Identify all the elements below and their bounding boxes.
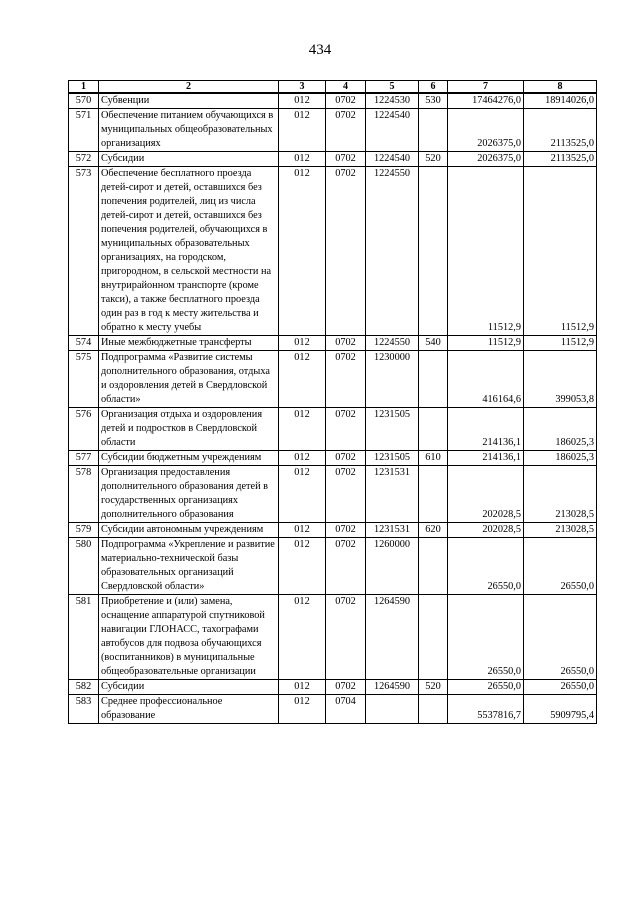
table-row — [69, 109, 597, 152]
amount-year-2: 2113525,0 — [524, 109, 597, 152]
row-name: Приобретение и (или) замена, оснащение аппаратурой спутниковой навигации ГЛОНАСС, тахографами автобусов для подвоза обучающихся (воспитанников) в муниципальные общеобразовательные организации — [99, 595, 279, 680]
header-cell: 2 — [99, 81, 279, 94]
amount-year-2: 399053,8 — [524, 351, 597, 408]
expense-type-code: 610 — [419, 451, 448, 466]
row-name: Субсидии — [99, 152, 279, 167]
header-cell: 5 — [366, 81, 419, 94]
amount-year-1: 26550,0 — [448, 680, 524, 695]
amount-year-2: 213028,5 — [524, 466, 597, 523]
expense-type-code: 520 — [419, 152, 448, 167]
expense-type-code — [419, 466, 448, 523]
table-row — [69, 408, 597, 451]
row-number: 575 — [69, 351, 99, 408]
amount-year-1: 11512,9 — [448, 167, 524, 336]
ministry-code: 012 — [279, 680, 326, 695]
table-row — [69, 523, 597, 538]
row-name: Обеспечение бесплатного проезда детей-сирот и детей, оставшихся без попечения родителей, лиц из числа детей-сирот и детей, оставшихся без попечения родителей, обучающихся в муниципальных образовательных организациях, на городском, пригородном, в сельской местности на внутрирайонном транспорте (кроме такси), а также бесплатного проезда один раз в год к месту жительства и обратно к месту учебы — [99, 167, 279, 336]
section-code: 0702 — [326, 351, 366, 408]
row-name: Подпрограмма «Укрепление и развитие материально-технической базы образовательных организаций Свердловской области» — [99, 538, 279, 595]
amount-year-1: 202028,5 — [448, 466, 524, 523]
row-name: Обеспечение питанием обучающихся в муниципальных общеобразовательных организациях — [99, 109, 279, 152]
ministry-code: 012 — [279, 351, 326, 408]
ministry-code: 012 — [279, 538, 326, 595]
amount-year-1: 26550,0 — [448, 595, 524, 680]
amount-year-2: 11512,9 — [524, 336, 597, 351]
row-name: Организация предоставления дополнительного образования детей в государственных организациях дополнительного образования — [99, 466, 279, 523]
amount-year-1: 2026375,0 — [448, 109, 524, 152]
row-number: 583 — [69, 695, 99, 724]
row-number: 576 — [69, 408, 99, 451]
target-code — [366, 695, 419, 724]
section-code: 0702 — [326, 336, 366, 351]
target-code: 1231505 — [366, 408, 419, 451]
target-code: 1224550 — [366, 336, 419, 351]
target-code: 1231531 — [366, 466, 419, 523]
target-code: 1224540 — [366, 152, 419, 167]
section-code: 0702 — [326, 93, 366, 109]
row-name: Субвенции — [99, 93, 279, 109]
row-number: 577 — [69, 451, 99, 466]
target-code: 1224540 — [366, 109, 419, 152]
section-code: 0702 — [326, 523, 366, 538]
amount-year-2: 2113525,0 — [524, 152, 597, 167]
target-code: 1230000 — [366, 351, 419, 408]
amount-year-2: 11512,9 — [524, 167, 597, 336]
table-row — [69, 93, 597, 109]
expense-type-code — [419, 538, 448, 595]
budget-table — [68, 80, 597, 724]
row-number: 580 — [69, 538, 99, 595]
ministry-code: 012 — [279, 451, 326, 466]
section-code: 0702 — [326, 595, 366, 680]
section-code: 0702 — [326, 408, 366, 451]
amount-year-2: 186025,3 — [524, 451, 597, 466]
table-row — [69, 695, 597, 724]
row-number: 571 — [69, 109, 99, 152]
expense-type-code: 530 — [419, 93, 448, 109]
table-row — [69, 595, 597, 680]
amount-year-2: 5909795,4 — [524, 695, 597, 724]
ministry-code: 012 — [279, 167, 326, 336]
expense-type-code: 520 — [419, 680, 448, 695]
ministry-code: 012 — [279, 523, 326, 538]
row-number: 570 — [69, 93, 99, 109]
section-code: 0702 — [326, 451, 366, 466]
ministry-code: 012 — [279, 595, 326, 680]
row-number: 573 — [69, 167, 99, 336]
target-code: 1264590 — [366, 680, 419, 695]
target-code: 1231531 — [366, 523, 419, 538]
amount-year-1: 416164,6 — [448, 351, 524, 408]
table-row — [69, 351, 597, 408]
ministry-code: 012 — [279, 408, 326, 451]
target-code: 1264590 — [366, 595, 419, 680]
ministry-code: 012 — [279, 336, 326, 351]
ministry-code: 012 — [279, 93, 326, 109]
section-code: 0702 — [326, 466, 366, 523]
ministry-code: 012 — [279, 109, 326, 152]
expense-type-code: 620 — [419, 523, 448, 538]
section-code: 0704 — [326, 695, 366, 724]
header-cell: 8 — [524, 81, 597, 94]
row-number: 572 — [69, 152, 99, 167]
ministry-code: 012 — [279, 695, 326, 724]
table-header-row — [69, 81, 597, 94]
header-cell: 7 — [448, 81, 524, 94]
header-cell: 3 — [279, 81, 326, 94]
row-name: Подпрограмма «Развитие системы дополнительного образования, отдыха и оздоровления детей в Свердловской области» — [99, 351, 279, 408]
row-name: Организация отдыха и оздоровления детей и подростков в Свердловской области — [99, 408, 279, 451]
row-number: 578 — [69, 466, 99, 523]
row-name: Среднее профессиональное образование — [99, 695, 279, 724]
header-cell: 4 — [326, 81, 366, 94]
expense-type-code — [419, 351, 448, 408]
header-cell: 1 — [69, 81, 99, 94]
table-row — [69, 336, 597, 351]
amount-year-1: 2026375,0 — [448, 152, 524, 167]
row-number: 579 — [69, 523, 99, 538]
amount-year-2: 213028,5 — [524, 523, 597, 538]
amount-year-2: 26550,0 — [524, 538, 597, 595]
section-code: 0702 — [326, 680, 366, 695]
header-cell: 6 — [419, 81, 448, 94]
row-name: Субсидии автономным учреждениям — [99, 523, 279, 538]
row-number: 582 — [69, 680, 99, 695]
amount-year-2: 18914026,0 — [524, 93, 597, 109]
target-code: 1224530 — [366, 93, 419, 109]
amount-year-2: 186025,3 — [524, 408, 597, 451]
expense-type-code — [419, 109, 448, 152]
table-row — [69, 538, 597, 595]
table-row — [69, 451, 597, 466]
target-code: 1231505 — [366, 451, 419, 466]
row-number: 581 — [69, 595, 99, 680]
row-number: 574 — [69, 336, 99, 351]
section-code: 0702 — [326, 538, 366, 595]
amount-year-1: 26550,0 — [448, 538, 524, 595]
amount-year-1: 5537816,7 — [448, 695, 524, 724]
amount-year-1: 17464276,0 — [448, 93, 524, 109]
amount-year-1: 202028,5 — [448, 523, 524, 538]
table-row — [69, 152, 597, 167]
section-code: 0702 — [326, 109, 366, 152]
ministry-code: 012 — [279, 466, 326, 523]
ministry-code: 012 — [279, 152, 326, 167]
target-code: 1224550 — [366, 167, 419, 336]
expense-type-code — [419, 167, 448, 336]
amount-year-1: 11512,9 — [448, 336, 524, 351]
amount-year-2: 26550,0 — [524, 680, 597, 695]
table-row — [69, 167, 597, 336]
expense-type-code — [419, 595, 448, 680]
row-name: Иные межбюджетные трансферты — [99, 336, 279, 351]
amount-year-1: 214136,1 — [448, 451, 524, 466]
page-number: 434 — [308, 42, 332, 58]
target-code: 1260000 — [366, 538, 419, 595]
amount-year-1: 214136,1 — [448, 408, 524, 451]
section-code: 0702 — [326, 152, 366, 167]
expense-type-code — [419, 695, 448, 724]
expense-type-code: 540 — [419, 336, 448, 351]
expense-type-code — [419, 408, 448, 451]
row-name: Субсидии бюджетным учреждениям — [99, 451, 279, 466]
table-row — [69, 680, 597, 695]
table-row — [69, 466, 597, 523]
section-code: 0702 — [326, 167, 366, 336]
amount-year-2: 26550,0 — [524, 595, 597, 680]
row-name: Субсидии — [99, 680, 279, 695]
